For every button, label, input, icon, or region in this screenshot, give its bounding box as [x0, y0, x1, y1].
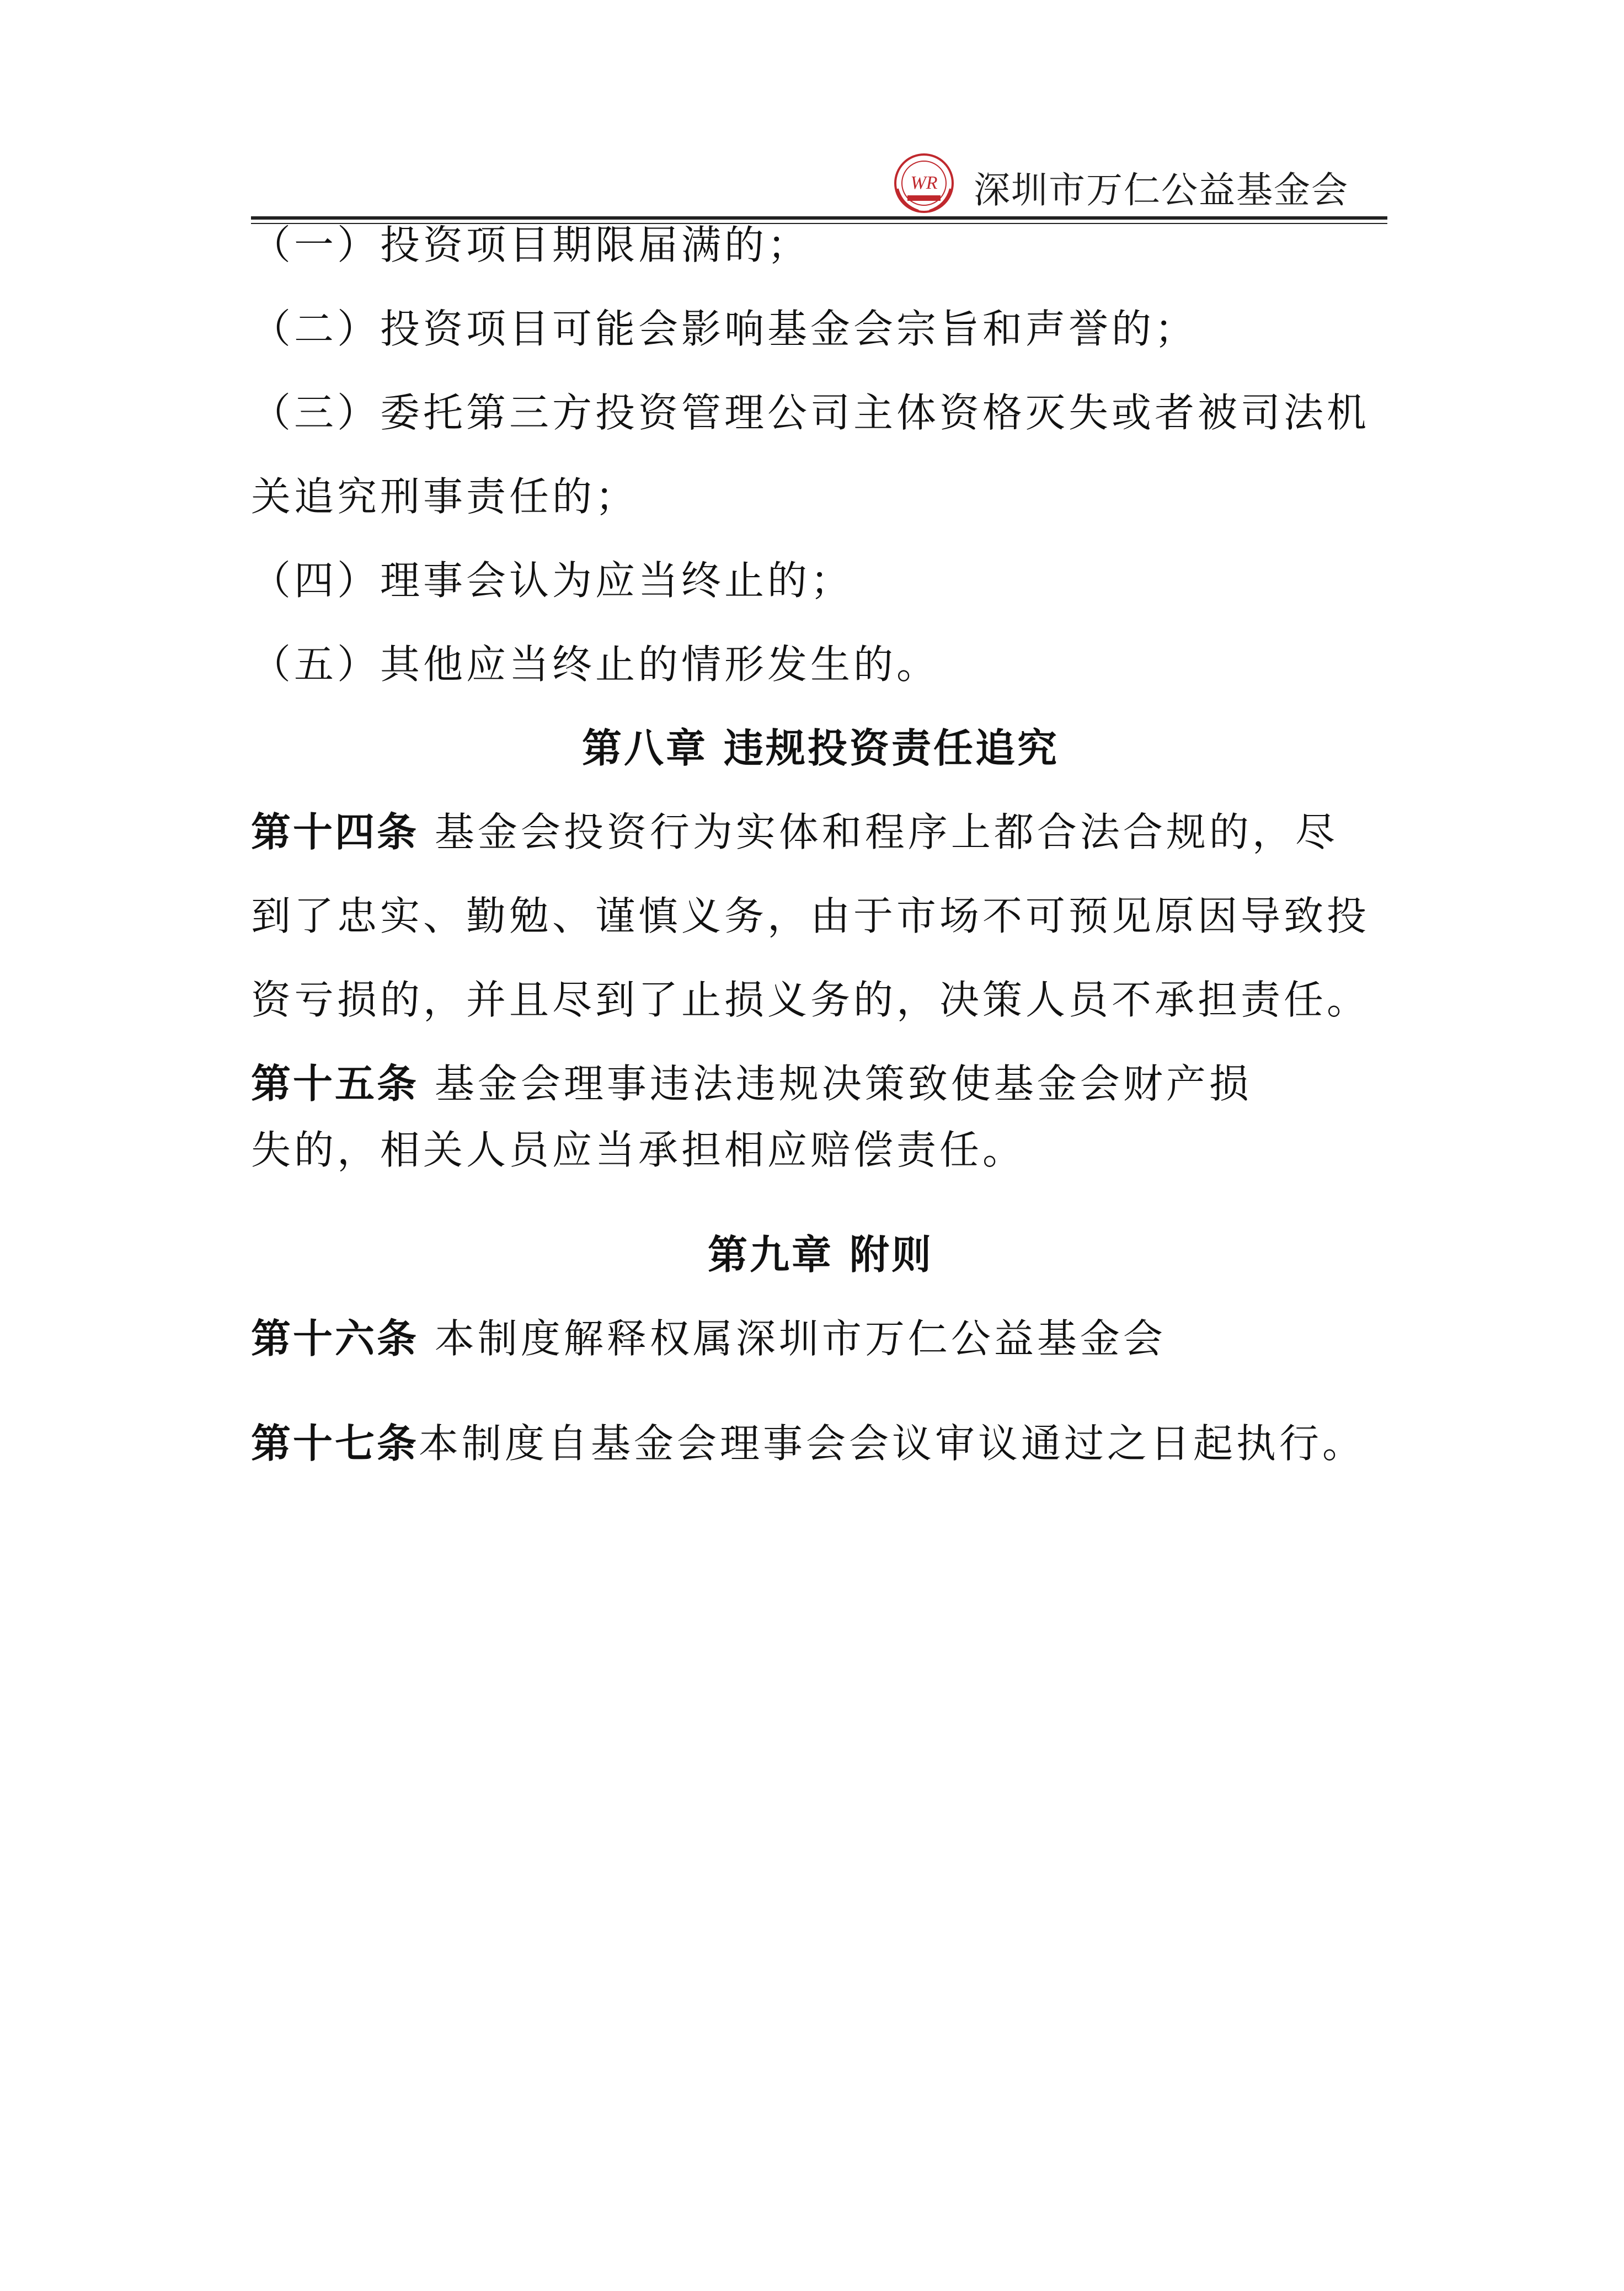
article-16 — [251, 1306, 1390, 1411]
article-15 — [251, 1051, 1390, 1117]
list-item: （一）投资项目期限届满的； — [251, 222, 811, 268]
article-15-label: 第十五条 — [251, 1061, 419, 1107]
document-body — [251, 212, 1390, 1495]
list-item: （四）理事会认为应当终止的； — [251, 557, 854, 604]
article-17-label: 第十七条 — [251, 1420, 419, 1467]
foundation-logo-icon — [885, 150, 963, 216]
article-17 — [251, 1411, 1390, 1495]
chapter-9-heading: 第九章 附则 — [707, 1232, 934, 1278]
article-14 — [251, 800, 1390, 883]
list-item: （二）投资项目可能会影响基金会宗旨和声誉的； — [251, 306, 1198, 352]
article-14-label: 第十四条 — [251, 809, 419, 855]
list-item: （三）委托第三方投资管理公司主体资格灭失或者被司法机 — [251, 390, 1370, 436]
article-15-text-1: 基金会理事违法违规决策致使基金会财产损 — [419, 1061, 1252, 1107]
article-16-label: 第十六条 — [251, 1315, 419, 1362]
article-14-text-1: 基金会投资行为实体和程序上都合法合规的，尽 — [419, 809, 1338, 855]
article-14-text-2: 到了忠实、勤勉、谨慎义务，由于市场不可预见原因导致投 — [251, 893, 1370, 939]
article-15-text-2: 失的，相关人员应当承担相应赔偿责任。 — [251, 1127, 1026, 1173]
chapter-8-heading: 第八章 违规投资责任追究 — [581, 725, 1060, 771]
header-org-name: 深圳市万仁公益基金会 — [974, 169, 1349, 211]
list-item: 关追究刑事责任的； — [251, 473, 639, 520]
article-16-text: 本制度解释权属深圳市万仁公益基金会 — [419, 1315, 1166, 1362]
svg-text:WR: WR — [910, 173, 938, 193]
list-item: （五）其他应当终止的情形发生的。 — [251, 641, 940, 688]
article-17-text: 本制度自基金会理事会会议审议通过之日起执行。 — [419, 1420, 1366, 1467]
article-14-text-3: 资亏损的，并且尽到了止损义务的，决策人员不承担责任。 — [251, 977, 1370, 1023]
